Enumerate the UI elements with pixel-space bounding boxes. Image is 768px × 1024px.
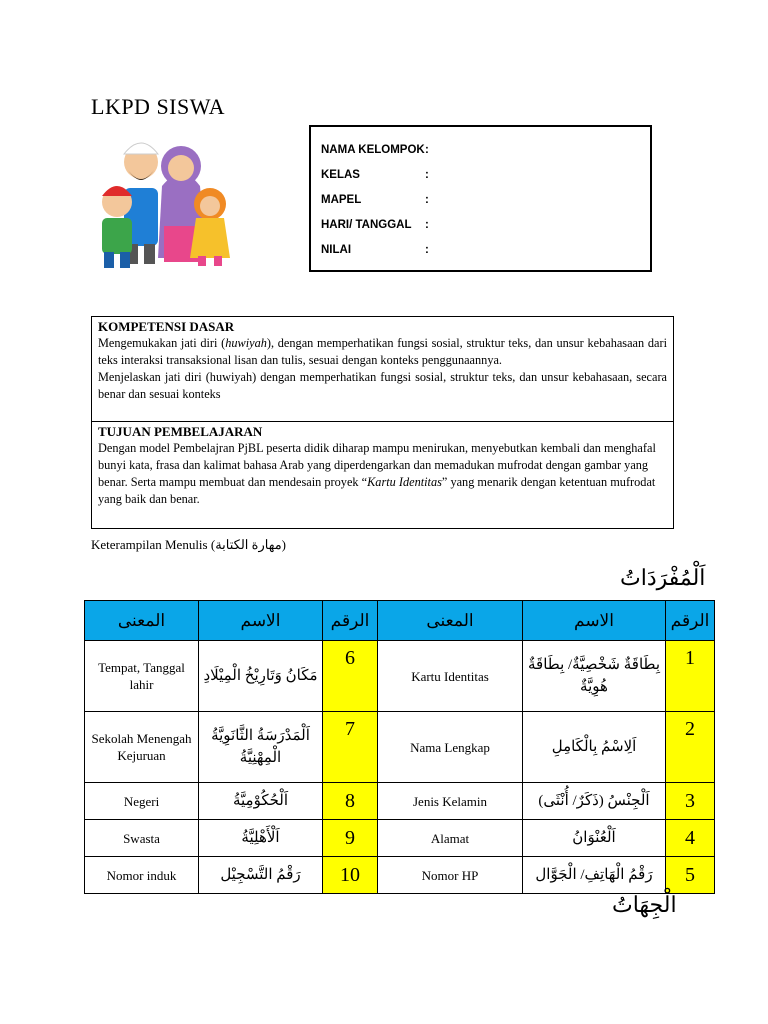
header-word-right: الاسم <box>523 601 666 641</box>
learning-objective-heading: TUJUAN PEMBELAJARAN <box>98 424 263 439</box>
basic-competence-point-1 <box>98 335 667 369</box>
arabic-word-cell: رَقْمُ التَّسْجِيْل <box>199 857 323 894</box>
number-cell: 1 <box>666 641 715 712</box>
header-meaning-left: المعنى <box>85 601 199 641</box>
table-row <box>85 712 715 783</box>
meaning-cell: Kartu Identitas <box>378 641 523 712</box>
document-title: LKPD SISWA <box>91 94 225 119</box>
number-cell: 5 <box>666 857 715 894</box>
basic-competence-heading: KOMPETENSI DASAR <box>98 319 235 334</box>
meaning-cell: Negeri <box>85 783 199 820</box>
header-number-left: الرقم <box>323 601 378 641</box>
date-label: HARI/ TANGGAL <box>321 219 412 231</box>
table-row <box>85 641 715 712</box>
number-cell: 7 <box>323 712 378 783</box>
subject-label: MAPEL <box>321 194 362 206</box>
family-illustration <box>92 126 262 272</box>
identity-form-box <box>309 125 652 272</box>
number-cell: 9 <box>323 820 378 857</box>
table-row <box>85 857 715 894</box>
kd-p1-italic: huwiyah <box>225 336 267 350</box>
learning-objective-text <box>98 440 667 508</box>
header-word-left: الاسم <box>199 601 323 641</box>
meaning-cell: Nomor HP <box>378 857 523 894</box>
arabic-word-cell: مَكَانُ وَتَارِيْخُ الْمِيْلَادِ <box>199 641 323 712</box>
competency-objective-box <box>91 316 674 529</box>
arabic-word-cell: اَلْمَدْرَسَةُ الثَّانَوِيَّةُ الْمِهْنِيَّةُ <box>199 712 323 783</box>
learning-objective-section <box>92 422 673 510</box>
identity-row-class <box>321 169 429 181</box>
kd-p1-text-a: Mengemukakan jati diri ( <box>98 336 226 350</box>
arabic-word-cell: بِطَاقَةٌ شَخْصِيَّةٌ/ بِطَاقَةٌ هُوِيَّةٌ <box>523 641 666 712</box>
identity-row-group-name <box>321 144 429 156</box>
arabic-word-cell: اَلْحُكُوْمِيَّةُ <box>199 783 323 820</box>
tp-text-b: ” yang menarik dengan ketentuan mufrodat yang baik dan benar. <box>98 475 656 506</box>
boy-figure <box>102 186 132 268</box>
identity-row-score <box>321 244 429 256</box>
score-colon: : <box>425 244 429 256</box>
vocabulary-heading: اَلْمُفْرَدَاتُ <box>620 565 706 590</box>
meaning-cell: Nomor induk <box>85 857 199 894</box>
tp-italic: Kartu Identitas <box>367 475 442 489</box>
arabic-word-cell: اَلْأَهْلِيَّةُ <box>199 820 323 857</box>
number-cell: 10 <box>323 857 378 894</box>
tp-text-a: Dengan model Pembelajran PjBL peserta didik diharap mampu menirukan, menyebutkan kembali dan menghafal bunyi kata, frasa dan kalimat bahasa Arab yang diperdengarkan dan memadukan mufrodat dengan gambar yang benar. Serta mampu membuat dan mendesain proyek “ <box>98 441 656 489</box>
basic-competence-point-2: Menjelaskan jati diri (huwiyah) dengan memperhatikan fungsi sosial, struktur teks, dan unsur kebahasaan, secara benar dan sesuai konteks <box>98 370 667 401</box>
group-name-colon: : <box>425 144 429 156</box>
arabic-word-cell: اَلِاسْمُ بِالْكَامِلِ <box>523 712 666 783</box>
kd-p1-text-b: ), dengan memperhatikan fungsi sosial, struktur teks, dan unsur kebahasaan dari teks interaksi transaksional lisan dan tulis, sesuai dengan konteks penggunaannya. <box>98 336 667 367</box>
meaning-cell: Nama Lengkap <box>378 712 523 783</box>
arabic-word-cell: اَلْجِنْسُ (ذَكَرٌ/ أُنْثَى) <box>523 783 666 820</box>
subject-colon: : <box>425 194 429 206</box>
identity-row-subject <box>321 194 429 206</box>
number-cell: 4 <box>666 820 715 857</box>
class-colon: : <box>425 169 429 181</box>
header-meaning-right: المعنى <box>378 601 523 641</box>
table-row <box>85 783 715 820</box>
number-cell: 8 <box>323 783 378 820</box>
date-colon: : <box>425 219 429 231</box>
group-name-label: NAMA KELOMPOK <box>321 144 425 156</box>
arabic-word-cell: اَلْعُنْوَانُ <box>523 820 666 857</box>
meaning-cell: Sekolah Menengah Kejuruan <box>85 712 199 783</box>
writing-skill-label: Keterampilan Menulis (مهارة الكتابة) <box>91 537 287 552</box>
basic-competence-section <box>92 317 673 422</box>
number-cell: 6 <box>323 641 378 712</box>
directions-heading: الْجِهَاتُ <box>612 892 677 917</box>
number-cell: 3 <box>666 783 715 820</box>
meaning-cell: Swasta <box>85 820 199 857</box>
identity-row-date <box>321 219 429 231</box>
meaning-cell: Tempat, Tanggal lahir <box>85 641 199 712</box>
meaning-cell: Jenis Kelamin <box>378 783 523 820</box>
arabic-word-cell: رَقْمُ الْهَاتِفِ/ الْجَوَّال <box>523 857 666 894</box>
table-header-row <box>85 601 715 641</box>
girl-figure <box>190 188 230 266</box>
score-label: NILAI <box>321 244 352 256</box>
meaning-cell: Alamat <box>378 820 523 857</box>
vocabulary-table <box>84 600 715 894</box>
number-cell: 2 <box>666 712 715 783</box>
class-label: KELAS <box>321 169 360 181</box>
header-number-right: الرقم <box>666 601 715 641</box>
table-row <box>85 820 715 857</box>
